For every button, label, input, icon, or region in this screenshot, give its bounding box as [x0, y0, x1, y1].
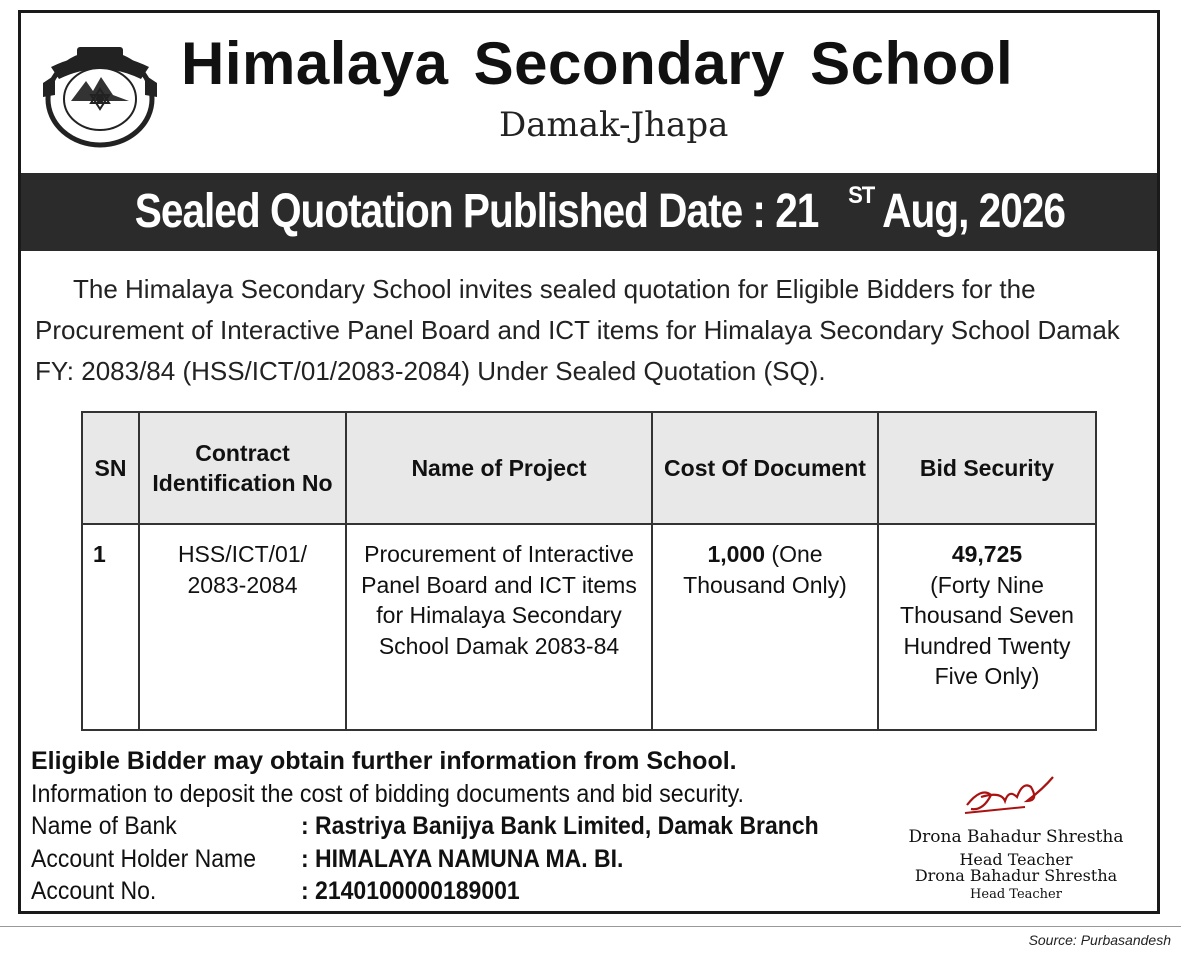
bank-row [31, 810, 911, 843]
holder-value: : HIMALAYA NAMUNA MA. BI. [301, 844, 624, 873]
header-bid-security: Bid Security [878, 412, 1096, 524]
source-credit: Source: Purbasandesh [1028, 932, 1171, 948]
bank-value: : Rastriya Banijya Bank Limited, Damak Branch [301, 812, 819, 840]
bottom-rule [0, 926, 1181, 927]
account-value: : 2140100000189001 [301, 877, 520, 905]
school-name: Himalaya Secondary School [181, 30, 1014, 97]
holder-row [31, 843, 911, 876]
table-row [82, 524, 1096, 730]
deposit-info-text: Information to deposit the cost of bidding documents and bid security. [31, 779, 744, 808]
intro-paragraph: The Himalaya Secondary School invites sealed quotation for Eligible Bidders for the Procurement of Interactive Panel Board and ICT items for Himalaya Secondary School Damak FY: 2083/84 (HSS/ICT/01/2083-2084) Under Sealed Quotation (SQ). [35, 274, 1120, 386]
holder-label: Account Holder Name [31, 844, 256, 873]
header [21, 13, 1157, 173]
signer-name: Drona Bahadur Shrestha [908, 827, 1124, 847]
table-header-row [82, 412, 1096, 524]
bank-label: Name of Bank [31, 812, 177, 840]
header-project-name: Name of Project [346, 412, 652, 524]
banner-ordinal: ST [848, 182, 875, 209]
banner-suffix: Aug, 2026 [882, 185, 1065, 238]
banner-prefix: Sealed Quotation Published Date : 21 [134, 185, 819, 238]
header-sn: SN [82, 412, 139, 524]
signer-title: Head Teacher [959, 850, 1073, 869]
cell-sn: 1 [82, 524, 139, 730]
cell-bid-security [878, 524, 1096, 730]
header-cost-of-document: Cost Of Document [652, 412, 878, 524]
school-location: Damak-Jhapa [499, 105, 729, 145]
signature-scribble-icon [961, 771, 1061, 823]
bid-table [81, 411, 1097, 731]
security-amount: 49,725 [951, 541, 1023, 567]
cell-cost-of-document [652, 524, 878, 730]
payment-info [31, 745, 911, 908]
header-contract-id: Contract Identification No [139, 412, 346, 524]
cost-amount: 1,000 [707, 541, 766, 567]
school-emblem-icon [41, 37, 159, 149]
cost-words: (One Thousand Only) [683, 541, 847, 598]
cell-project-name: Procurement of Interactive Panel Board and ICT items for Himalaya Secondary School Damak 2083-84 [346, 524, 652, 730]
signature-block [901, 771, 1131, 911]
account-row [31, 875, 911, 908]
cell-contract-id: HSS/ICT/01/ 2083-2084 [139, 524, 346, 730]
account-label: Account No. [31, 877, 157, 905]
stamp-name: Drona Bahadur Shrestha [914, 866, 1118, 885]
stamp-title: Head Teacher [970, 887, 1062, 902]
further-info-text: Eligible Bidder may obtain further information from School. [31, 747, 737, 775]
published-date-banner [21, 173, 1157, 251]
security-words: (Forty Nine Thousand Seven Hundred Twenty Five Only) [900, 571, 1074, 689]
notice-frame [18, 10, 1160, 914]
